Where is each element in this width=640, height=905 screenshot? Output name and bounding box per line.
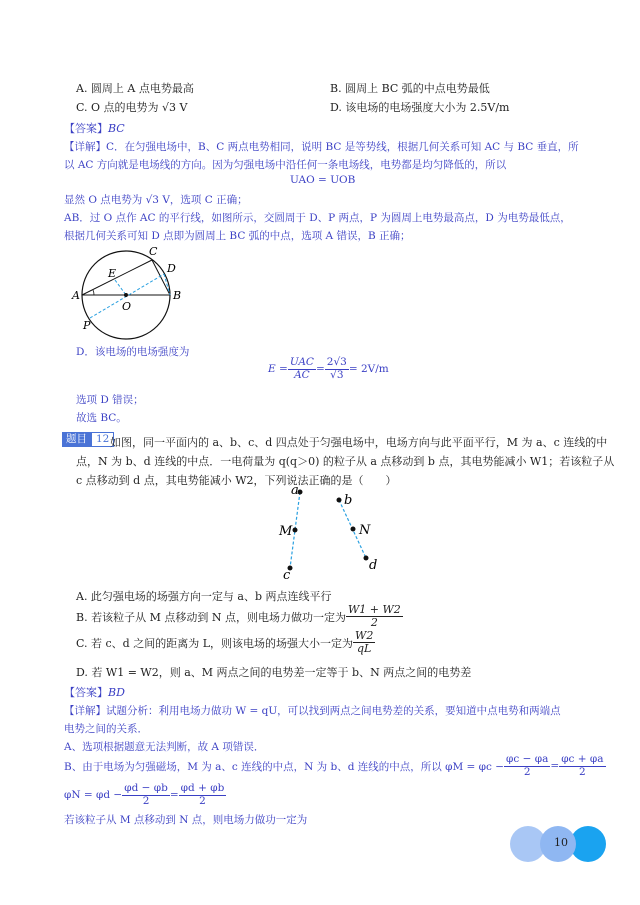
option-c-text: C. 若 c、d 之间的距离为 L，则该电场的场强大小一定为 — [76, 636, 354, 650]
option-d-top: D. 该电场的电场强度大小为 2.5V/m — [330, 101, 510, 114]
fraction-den: 2 — [523, 765, 531, 778]
analysis-text: 试题分析：利用电场力做功 W = qU，可以找到两点之间电势差的关系，要知道中点电势和两端点 — [106, 705, 561, 717]
analysis-text: C．在匀强电场中，B、C 两点电势相同，说明 BC 是等势线，根据几何关系可知 AC 与 BC 垂直，所 — [106, 141, 579, 153]
fraction-num: φd − φb — [124, 782, 168, 794]
answer-tag: 【答案】 — [64, 122, 108, 135]
label-a: A — [72, 289, 80, 302]
eq-right: = 2V/m — [348, 363, 389, 376]
q12-option-b — [76, 604, 403, 629]
answer-2 — [64, 684, 125, 700]
q12-option-a: A. 此匀强电场的场强方向一定与 a、b 两点连线平行 — [76, 590, 332, 603]
fraction-num: 2√3 — [326, 356, 347, 368]
line4-fraction-1 — [504, 754, 550, 778]
fraction-den: qL — [356, 642, 372, 656]
eq-mid: = — [315, 363, 325, 376]
analysis-2-line-4 — [64, 754, 606, 778]
point-c-label: c — [283, 568, 291, 582]
label-b: B — [173, 289, 182, 302]
eq-e-left: E = — [268, 363, 288, 376]
question-badge — [62, 432, 114, 447]
answer-tag: 【答案】 — [64, 686, 108, 699]
label-e: E — [108, 267, 117, 280]
equation-e — [268, 357, 389, 381]
point-b-label: b — [344, 493, 353, 508]
fraction-uac-ac — [288, 357, 316, 381]
analysis-tag: 【详解】 — [64, 141, 106, 153]
point-m-label: M — [279, 524, 293, 539]
point-d-label: d — [369, 558, 378, 573]
analysis-1-line-3: 显然 O 点电势为 √3 V，选项 C 正确； — [64, 194, 248, 206]
answer-1 — [64, 120, 125, 136]
analysis-2-line-1 — [64, 703, 561, 718]
question-number: 12 — [91, 432, 114, 447]
answer-value: BC — [108, 122, 125, 135]
page-number-decoration — [510, 826, 608, 862]
circle-diagram — [70, 240, 210, 340]
question-line-1: 如图，同一平面内的 a、b、c、d 四点处于匀强电场中，电场方向与此平面平行，M 为 a、c 连线的中 — [110, 436, 608, 449]
line5-mid: = — [169, 789, 179, 802]
fraction-den: 2 — [199, 794, 206, 807]
option-c-fraction — [353, 630, 375, 655]
fraction-2sqrt3 — [325, 357, 349, 381]
point-n-label: N — [359, 523, 371, 538]
label-c: C — [149, 245, 158, 258]
fraction-num: W1 + W2 — [347, 603, 401, 616]
fraction-den: AC — [294, 368, 310, 381]
line4-text: B、由于电场为匀强磁场，M 为 a、c 连线的中点，N 为 b、d 连线的中点，所以 φM = φc − — [64, 760, 505, 773]
analysis-2-line-6: 若该粒子从 M 点移动到 N 点，则电场力做功一定为 — [64, 814, 308, 826]
analysis-2-line-5 — [64, 783, 226, 807]
equation-uao-uob: UAO = UOB — [290, 174, 356, 186]
fraction-num: φc + φa — [561, 753, 604, 765]
q12-option-c — [76, 630, 375, 655]
page-number: 10 — [554, 836, 568, 849]
fraction-num: UAC — [289, 356, 314, 368]
line5-left: φN = φd − — [64, 789, 123, 802]
question-line-3: c 点移动到 d 点，其电势能减小 W2，下列说法正确的是（ ） — [76, 474, 397, 487]
points-diagram — [270, 482, 380, 582]
analysis-1-line-7: 选项 D 错误； — [76, 394, 144, 406]
fraction-den: 2 — [370, 616, 378, 630]
q12-option-d: D. 若 W1 = W2，则 a、M 两点之间的电势差一定等于 b、N 两点之间的电势差 — [76, 666, 472, 679]
line5-fraction-1 — [122, 783, 170, 807]
fraction-num: W2 — [355, 629, 374, 642]
analysis-1-line-1 — [64, 139, 579, 154]
label-o: O — [122, 300, 132, 313]
analysis-1-line-5: 根据几何关系可知 D 点即为圆周上 BC 弧的中点，选项 A 错误，B 正确； — [64, 230, 411, 242]
fraction-den: 2 — [142, 794, 150, 807]
line4-fraction-2 — [559, 754, 605, 778]
analysis-1-line-4: AB．过 O 点作 AC 的平行线，如图所示，交圆周于 D、P 两点，P 为圆周上电势最高点，D 为电势最低点， — [64, 212, 571, 224]
option-b-top: B. 圆周上 BC 弧的中点电势最低 — [330, 82, 490, 95]
option-a-top: A. 圆周上 A 点电势最高 — [76, 82, 194, 95]
line5-fraction-2 — [179, 783, 227, 807]
analysis-1-line-2: 以 AC 方向就是电场线的方向。因为匀强电场中沿任何一条电场线，电势都是均匀降低的，所以 — [64, 159, 507, 171]
fraction-den: 2 — [579, 765, 586, 778]
option-b-fraction — [346, 604, 403, 629]
analysis-1-line-6: D．该电场的电场强度为 — [76, 346, 190, 358]
analysis-2-line-2: 电势之间的关系． — [64, 723, 148, 735]
option-c-top: C. O 点的电势为 √3 V — [76, 101, 188, 114]
label-p: P — [83, 319, 91, 332]
question-line-2: 点，N 为 b、d 连线的中点．一电荷量为 q(q＞0) 的粒子从 a 点移动到 b 点，其电势能减小 W1；若该粒子从 — [76, 455, 615, 468]
analysis-1-line-8: 故选 BC。 — [76, 412, 127, 424]
question-label: 题目 — [62, 432, 91, 447]
line4-mid: = — [550, 760, 560, 773]
analysis-2-line-3: A、选项根据题意无法判断，故 A 项错误． — [64, 741, 265, 753]
fraction-num: φd + φb — [180, 782, 225, 794]
fraction-den: √3 — [330, 368, 344, 381]
fraction-num: φc − φa — [506, 753, 549, 765]
analysis-tag: 【详解】 — [64, 705, 106, 717]
option-b-text: B. 若该粒子从 M 点移动到 N 点，则电场力做功一定为 — [76, 610, 346, 624]
answer-value: BD — [108, 686, 125, 699]
label-d: D — [167, 262, 176, 275]
point-a-label: a — [291, 483, 299, 498]
